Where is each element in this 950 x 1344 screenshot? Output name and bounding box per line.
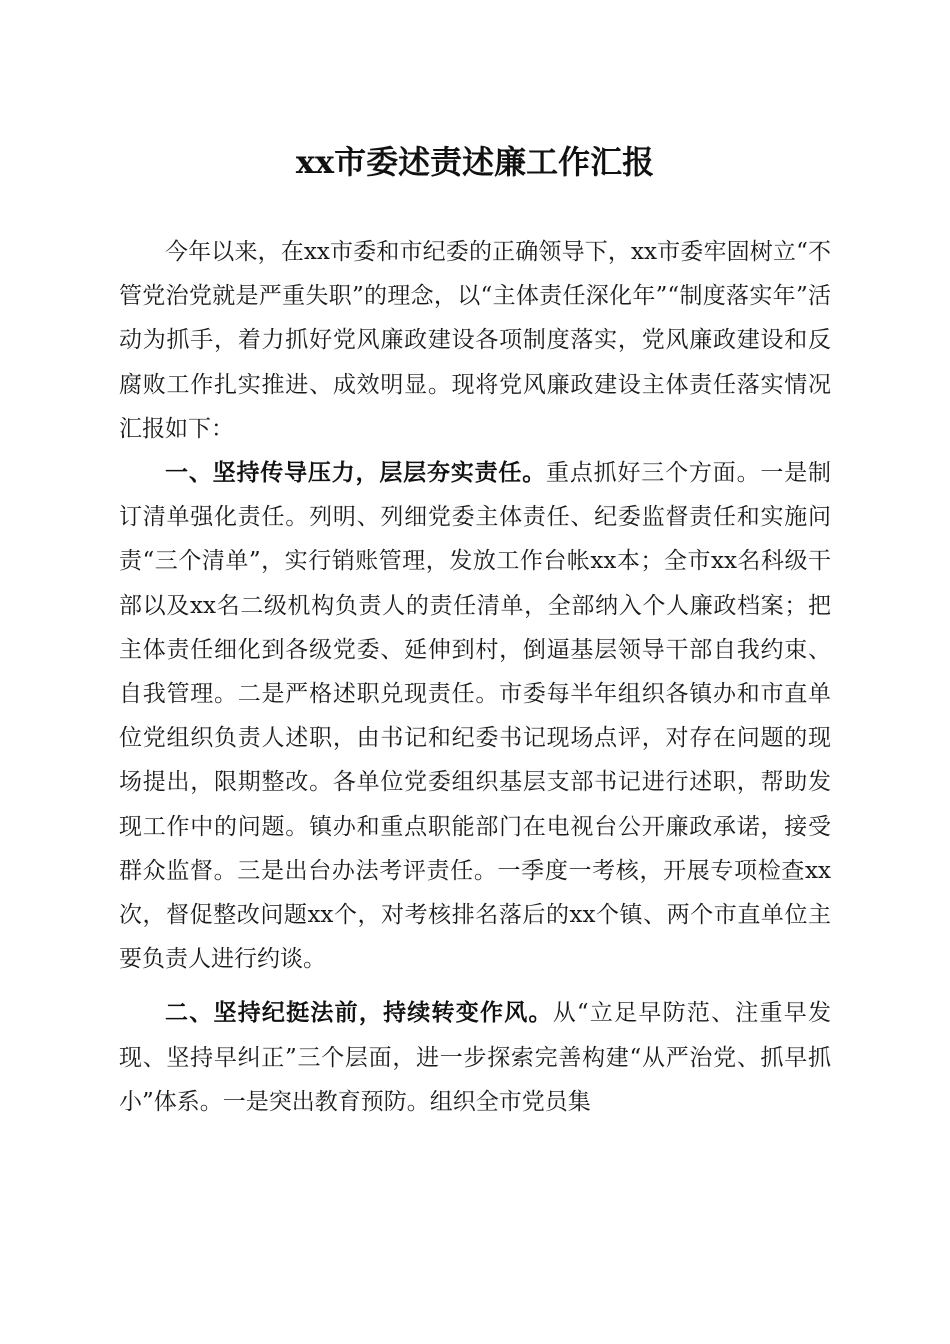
- section-heading-1: 一、坚持传导压力，层层夯实责任。: [165, 460, 547, 487]
- document-body: [119, 230, 831, 1124]
- section-text-1: 重点抓好三个方面。一是制订清单强化责任。列明、列细党委主体责任、纪委监督责任和实施问责“三个清单”，实行销账管理，发放工作台帐xx本；全市xx名科级干部以及xx名二级机构负责人的责任清单，全部纳入个人廉政档案；把主体责任细化到各级党委、延伸到村，倒逼基层领导干部自我约束、自我管理。二是严格述职兑现责任。市委每半年组织各镇办和市直单位党组织负责人述职，由书记和纪委书记现场点评，对存在问题的现场提出，限期整改。各单位党委组织基层支部书记进行述职，帮助发现工作中的问题。镇办和重点职能部门在电视台公开廉政承诺，接受群众监督。三是出台办法考评责任。一季度一考核，开展专项检查xx次，督促整改问题xx个，对考核排名落后的xx个镇、两个市直单位主要负责人进行约谈。: [119, 460, 832, 973]
- intro-paragraph: 今年以来，在xx市委和市纪委的正确领导下，xx市委牢固树立“不管党治党就是严重失职”的理念，以“主体责任深化年”“制度落实年”活动为抓手，着力抓好党风廉政建设各项制度落实，党风廉政建设和反腐败工作扎实推进、成效明显。现将党风廉政建设主体责任落实情况汇报如下：: [119, 239, 831, 442]
- section-paragraph-2: [119, 991, 831, 1124]
- section-paragraph-1: [119, 451, 831, 981]
- section-text-2: 从“立足早防范、注重早发现、坚持早纠正”三个层面，进一步探索完善构建“从严治党、抓早抓小”体系。一是突出教育预防。组织全市党员集: [119, 1000, 832, 1115]
- section-heading-2: 二、坚持纪挺法前，持续转变作风。: [165, 1000, 553, 1027]
- document-title: xx市委述责述廉工作汇报: [295, 143, 655, 181]
